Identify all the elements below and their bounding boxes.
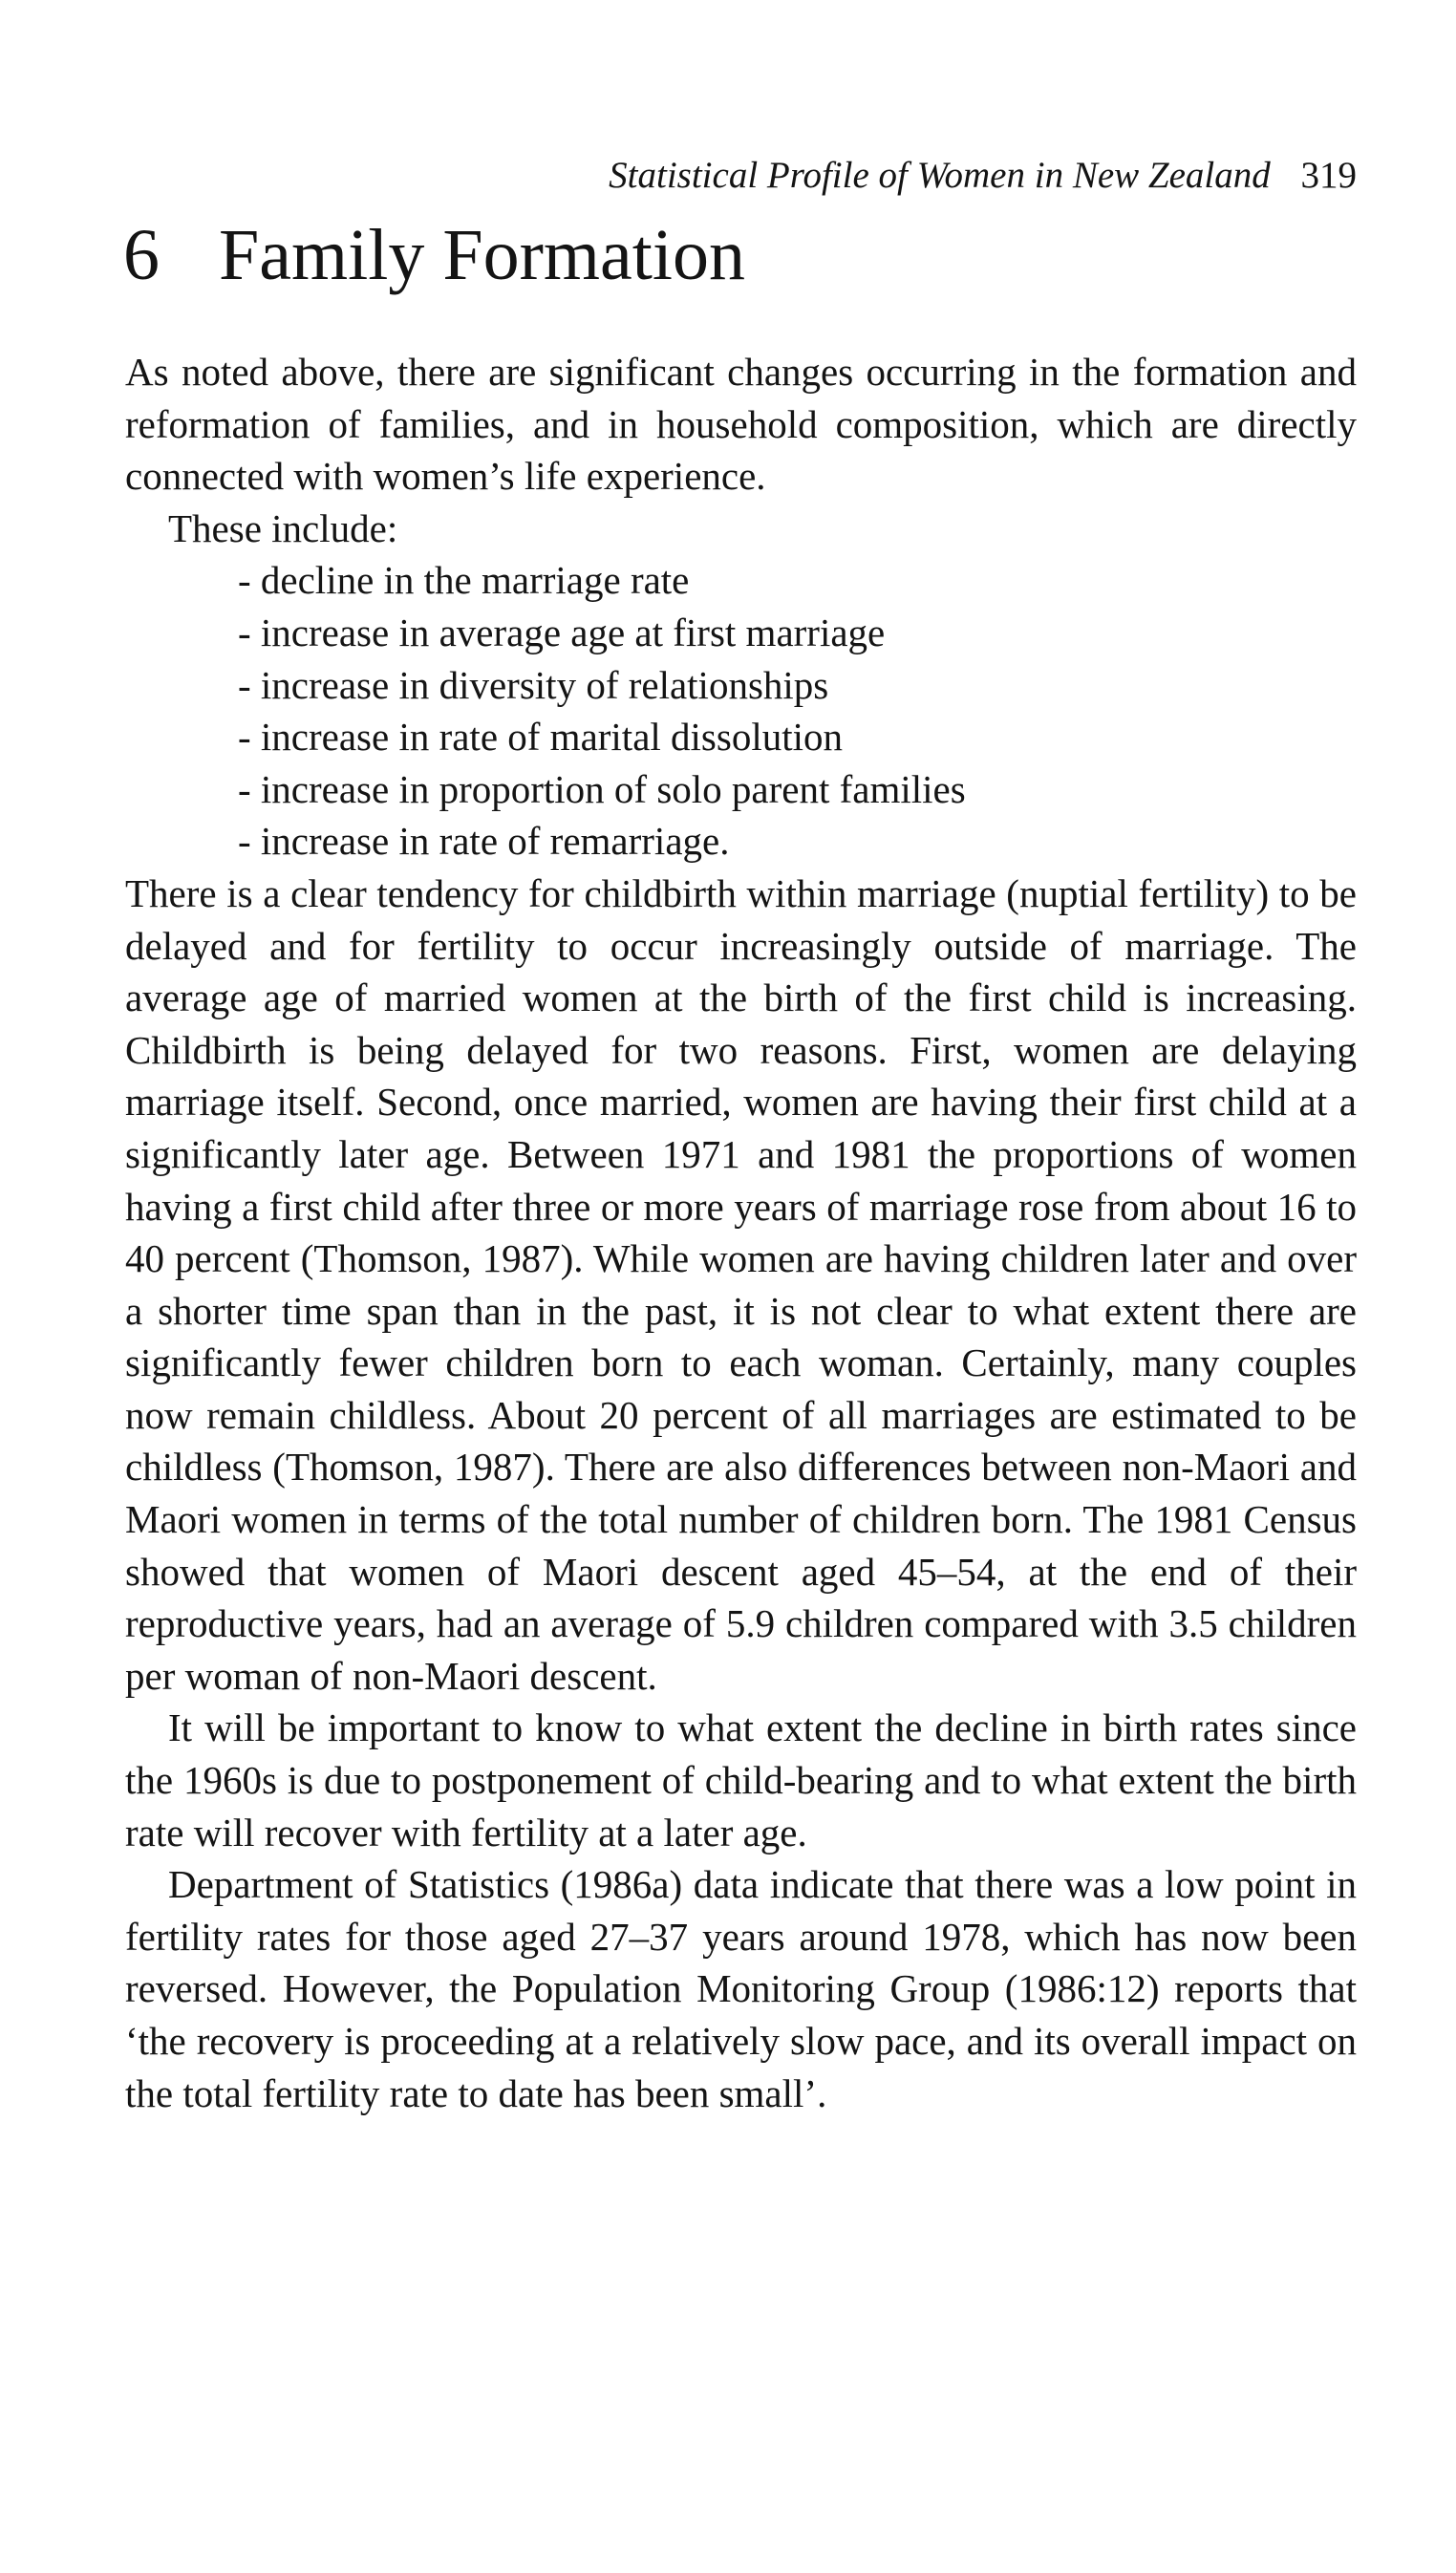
list-item: - increase in average age at first marriage xyxy=(238,610,886,654)
changes-list xyxy=(125,554,1357,868)
list-item: - increase in rate of remarriage. xyxy=(238,819,730,864)
intro-paragraph: As noted above, there are significant changes occurring in the formation and reformation of families, and in household composition, which are directly connected with women’s life experience. xyxy=(125,350,1357,499)
childbirth-paragraph: There is a clear tendency for childbirth within marriage (nuptial fertility) to be delayed and for fertility to occur increasingly outside of marriage. The average age of married women at the birth of the first child is increasing. Childbirth is being delayed for two reasons. First, women are delaying marriage itself. Second, once married, women are having their first child at a significantly later age. Between 1971 and 1981 the proportions of women having a first child after three or more years of marriage rose from about 16 to 40 percent (Thomson, 1987). While women are having children later and over a shorter time span than in the past, it is not clear to what extent there are significantly fewer children born to each woman. Certainly, many couples now remain childless. About 20 percent of all marriages are estimated to be childless (Thomson, 1987). There are also differences between non-Maori and Maori women in terms of the total number of children born. The 1981 Census showed that women of Maori descent aged 45–54, at the end of their reproductive years, had an average of 5.9 children compared with 3.5 children per woman of non-Maori descent. xyxy=(125,870,1357,1698)
chapter-title: Family Formation xyxy=(219,215,745,295)
book-page xyxy=(125,153,1357,2119)
statistics-paragraph: Department of Statistics (1986a) data indicate that there was a low point in fertility rates for those aged 27–37 years around 1978, which has now been reversed. However, the Population Monitoring Group (1986:12) reports that ‘the recovery is proceeding at a relatively slow pace, and its overall impact on the total fertility rate to date has been small’. xyxy=(125,1862,1357,2115)
page-number: 319 xyxy=(1300,155,1357,196)
list-item: - increase in rate of marital dissolution xyxy=(238,715,844,760)
list-item: - decline in the marriage rate xyxy=(238,558,690,603)
list-item: - increase in diversity of relationships xyxy=(238,662,829,707)
lead-in-paragraph: These include: xyxy=(168,505,398,550)
running-head xyxy=(125,153,1357,199)
birth-rates-paragraph: It will be important to know to what extent the decline in birth rates since the 1960s is due to postponement of child-bearing and to what extent the birth rate will recover with fertility at a later age. xyxy=(125,1705,1357,1855)
running-head-title: Statistical Profile of Women in New Zealand xyxy=(609,155,1271,196)
chapter-number: 6 xyxy=(123,215,160,295)
chapter-body xyxy=(125,346,1357,2119)
chapter-heading xyxy=(123,212,1357,298)
list-item: - increase in proportion of solo parent families xyxy=(238,766,966,811)
